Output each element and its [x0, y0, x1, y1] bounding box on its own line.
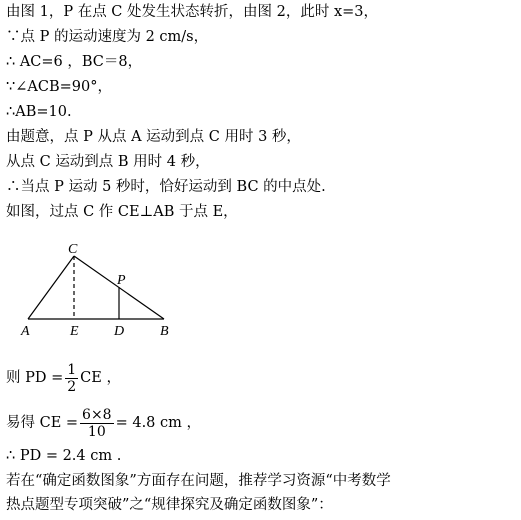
text-line-5: ∴AB=10. — [6, 104, 72, 120]
text-line-6: 由题意，点 P 从点 A 运动到点 C 用时 3 秒， — [6, 129, 301, 145]
formula-ce-prefix: 易得 CE = — [6, 415, 79, 431]
fraction-numerator: 1 — [67, 361, 77, 378]
label-p: P — [117, 273, 126, 288]
fraction-ce — [80, 407, 114, 440]
formula-pd-suffix: CE ， — [80, 370, 121, 386]
formula-result: ∴ PD = 2.4 cm . — [6, 448, 122, 464]
fraction-one-half — [65, 362, 78, 395]
text-line-9: 如图，过点 C 作 CE⊥AB 于点 E， — [6, 204, 238, 220]
fraction-denominator: 2 — [67, 378, 77, 395]
footer-line-2: 热点题型专项突破”之“规律探究及确定函数图象”： — [6, 497, 333, 513]
text-line-1: 由图 1，P 在点 C 处发生状态转折，由图 2，此时 x=3， — [6, 4, 379, 20]
text-line-3: ∴ AC=6 ，BC＝8， — [6, 54, 143, 70]
text-line-8: ∴当点 P 运动 5 秒时，恰好运动到 BC 的中点处. — [6, 179, 326, 195]
formula-pd-prefix: 则 PD = — [6, 370, 64, 386]
text-line-4: ∵∠ACB=90°， — [6, 79, 112, 95]
formula-ce — [6, 403, 201, 443]
footer-line-1: 若在“确定函数图象”方面存在问题，推荐学习资源“中考数学 — [6, 473, 391, 489]
text-line-2: ∵点 P 的运动速度为 2 cm/s， — [6, 29, 209, 45]
segment-ac — [28, 256, 74, 319]
triangle-diagram — [14, 240, 194, 340]
label-a: A — [21, 324, 30, 339]
formula-pd — [6, 358, 121, 398]
label-b: B — [160, 324, 169, 339]
label-e: E — [70, 324, 79, 339]
fraction-numerator: 6×8 — [82, 406, 112, 423]
label-c: C — [68, 242, 78, 257]
text-line-7: 从点 C 运动到点 B 用时 4 秒， — [6, 154, 210, 170]
formula-ce-suffix: = 4.8 cm ， — [115, 415, 202, 431]
fraction-denominator: 10 — [87, 423, 106, 440]
label-d: D — [114, 324, 125, 339]
